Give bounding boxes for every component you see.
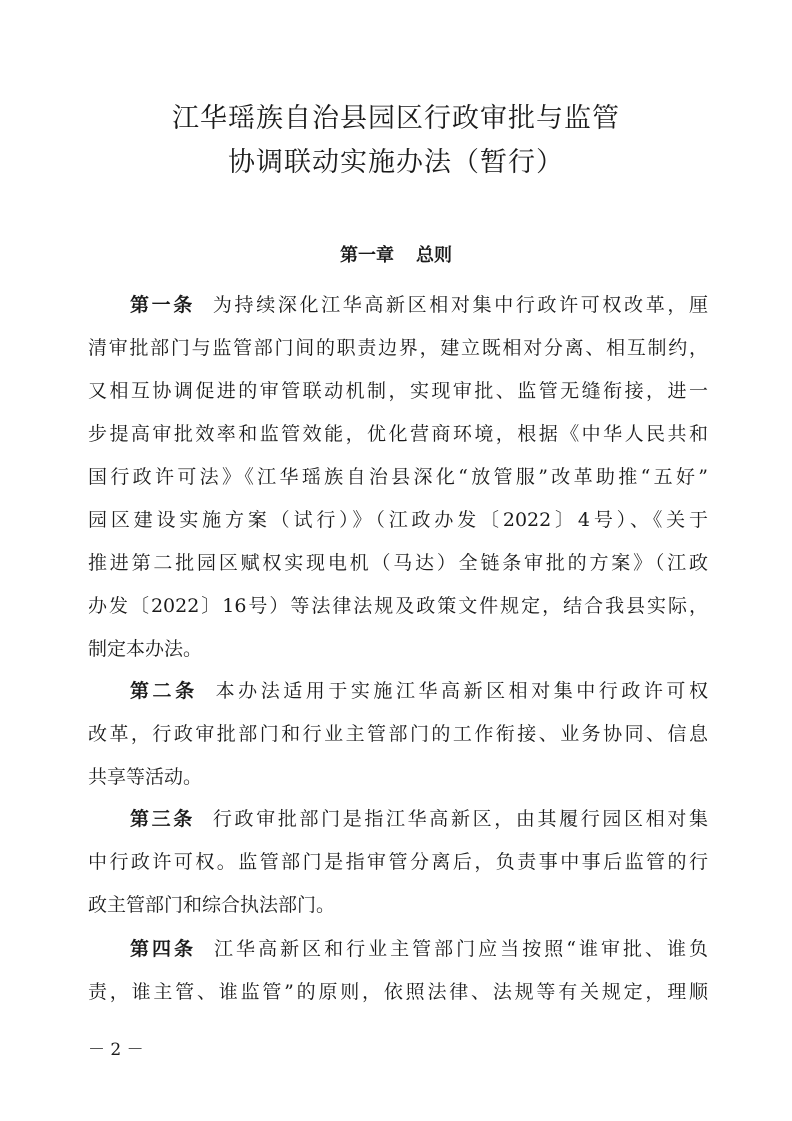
article-1-label: 第一条 bbox=[130, 294, 195, 316]
article-3-line-1: 第三条 行政审批部门是指江华高新区，由其履行园区相对集 bbox=[130, 808, 708, 830]
article-2-line-1: 第二条 本办法适用于实施江华高新区相对集中行政许可权 bbox=[130, 680, 708, 702]
article-1-line-3: 又相互协调促进的审管联动机制，实现审批、监管无缝衔接，进一 bbox=[88, 380, 708, 402]
article-1-line-7: 推进第二批园区赋权实现电机（马达）全链条审批的方案》（江政 bbox=[88, 552, 708, 574]
page-number: － 2 － bbox=[88, 1040, 144, 1060]
article-2-label: 第二条 bbox=[130, 680, 198, 702]
article-3-line-2: 中行政许可权。监管部门是指审管分离后，负责事中事后监管的行 bbox=[88, 851, 708, 873]
document-title-line-1: 江华瑶族自治县园区行政审批与监管 bbox=[172, 103, 620, 134]
article-4-line-1: 第四条 江华高新区和行业主管部门应当按照“谁审批、谁负 bbox=[130, 938, 708, 960]
article-1-line-4: 步提高审批效率和监管效能，优化营商环境，根据《中华人民共和 bbox=[88, 423, 708, 445]
document-title-line-2: 协调联动实施办法（暂行） bbox=[228, 147, 564, 178]
article-4-label: 第四条 bbox=[130, 938, 197, 960]
chapter-number: 第一章 bbox=[340, 245, 394, 266]
article-1-line-8: 办发〔2022〕16号）等法律法规及政策文件规定，结合我县实际， bbox=[88, 595, 708, 617]
article-1-line-2: 清审批部门与监管部门间的职责边界，建立既相对分离、相互制约， bbox=[88, 337, 708, 359]
chapter-name: 总则 bbox=[416, 245, 452, 266]
article-1-line-5: 国行政许可法》《江华瑶族自治县深化“放管服”改革助推“五好” bbox=[88, 466, 708, 488]
article-1-line-9: 制定本办法。 bbox=[88, 638, 203, 660]
article-1-line-1: 第一条 为持续深化江华高新区相对集中行政许可权改革，厘 bbox=[130, 294, 708, 316]
article-3-line-3: 政主管部门和综合执法部门。 bbox=[88, 894, 336, 916]
article-2-line-3: 共享等活动。 bbox=[88, 766, 203, 788]
chapter-heading bbox=[40, 241, 752, 271]
article-1-line-6: 园区建设实施方案（试行）》（江政办发〔2022〕4号）、《关于 bbox=[88, 509, 708, 531]
article-4-line-2: 责，谁主管、谁监管”的原则，依照法律、法规等有关规定，理顺 bbox=[88, 981, 708, 1003]
article-3-label: 第三条 bbox=[130, 808, 195, 830]
article-2-line-2: 改革，行政审批部门和行业主管部门的工作衔接、业务协同、信息 bbox=[88, 723, 708, 745]
